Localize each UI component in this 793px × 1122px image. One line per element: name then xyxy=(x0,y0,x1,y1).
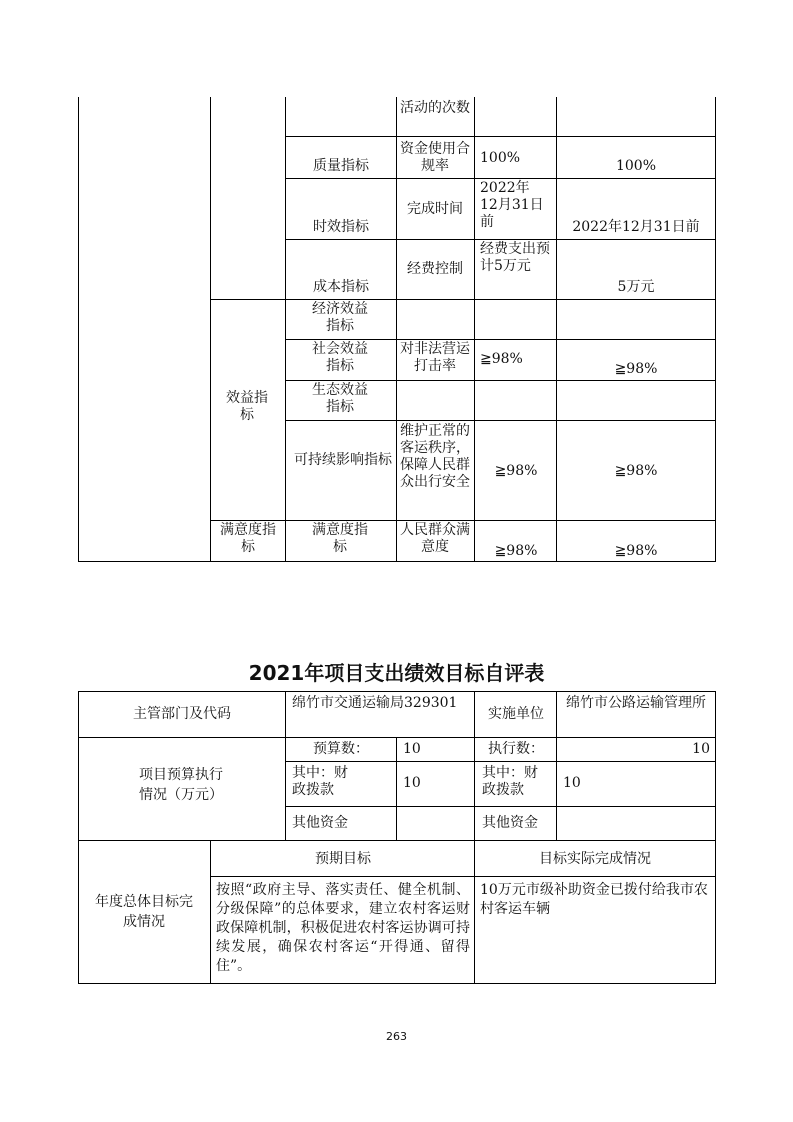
table-cell: 100% xyxy=(480,150,521,166)
column-divider xyxy=(556,97,557,562)
column-divider xyxy=(285,691,286,841)
table-cell: 人民群众满意度 xyxy=(400,522,470,555)
table-cell: 社会效益指标 xyxy=(312,341,368,374)
goal-label: 年度总体目标完成情况 xyxy=(95,894,193,930)
table-cell: 2022年12月31日前 xyxy=(572,219,700,235)
column-divider xyxy=(396,737,397,841)
table-cell: ≧98% xyxy=(494,463,538,479)
column-divider xyxy=(474,97,475,562)
table-cell: 完成时间 xyxy=(407,201,463,217)
expected-header: 预期目标 xyxy=(315,851,371,867)
table-top-border xyxy=(78,691,716,692)
exec-num-value: 10 xyxy=(692,741,710,757)
table-cell: ≧98% xyxy=(614,361,658,377)
table-cell: ≧98% xyxy=(480,351,523,367)
table-cell: 100% xyxy=(615,158,657,174)
table-cell: 质量指标 xyxy=(313,158,369,174)
impl-label: 实施单位 xyxy=(488,706,544,722)
column-divider xyxy=(78,97,79,562)
column-divider xyxy=(556,691,557,841)
table-cell: 维护正常的客运秩序，保障人民群众出行安全 xyxy=(400,423,470,490)
table-bottom-border xyxy=(78,983,716,984)
among-value: 10 xyxy=(403,775,421,791)
table-cell: 经济效益指标 xyxy=(312,301,368,334)
column-divider xyxy=(210,97,211,562)
dept-value: 绵竹市交通运输局329301 xyxy=(292,695,458,711)
column-divider xyxy=(285,97,286,562)
column-divider xyxy=(474,840,475,984)
budget-num-value: 10 xyxy=(403,741,421,757)
expected-text: 按照“政府主导、落实责任、健全机制、分级保障”的总体要求，建立农村客运财政保障机制，积极促进农村客运协调可持续发展，确保农村客运“开得通、留得住”。 xyxy=(216,882,470,974)
group-label: 满意度指标 xyxy=(220,522,276,555)
table-cell: 2022年12月31日前 xyxy=(480,180,544,230)
table-cell: 活动的次数 xyxy=(400,100,470,116)
other-exec-label: 其他资金 xyxy=(482,815,538,831)
row-divider xyxy=(210,876,716,877)
table-cell: 对非法营运打击率 xyxy=(400,341,470,374)
page-title: 2021年项目支出绩效目标自评表 xyxy=(248,661,545,685)
column-divider xyxy=(396,97,397,562)
row-divider xyxy=(78,840,716,841)
row-divider xyxy=(78,737,716,738)
table-cell: 5万元 xyxy=(617,279,655,295)
among-exec-label: 其中：财政拨款 xyxy=(482,765,538,798)
column-divider xyxy=(715,97,716,562)
table-cell: 成本指标 xyxy=(313,279,369,295)
impl-value: 绵竹市公路运输管理所 xyxy=(566,695,706,711)
budget-label: 项目预算执行情况（万元） xyxy=(139,767,223,803)
column-divider xyxy=(715,691,716,984)
row-divider xyxy=(285,761,716,762)
table-cell: ≧98% xyxy=(614,463,658,479)
among-label: 其中：财政拨款 xyxy=(292,765,348,798)
row-divider xyxy=(285,380,716,381)
column-divider xyxy=(78,691,79,984)
row-divider xyxy=(285,239,716,240)
among-exec-value: 10 xyxy=(563,775,581,791)
actual-header: 目标实际完成情况 xyxy=(539,851,651,867)
row-divider xyxy=(285,806,716,807)
dept-label: 主管部门及代码 xyxy=(133,706,231,722)
column-divider xyxy=(474,691,475,841)
budget-num-label: 预算数： xyxy=(313,741,369,757)
table-cell: 经费支出预计5万元 xyxy=(480,241,550,274)
group-label: 效益指标 xyxy=(226,390,268,423)
row-divider xyxy=(285,339,716,340)
other-label: 其他资金 xyxy=(292,815,348,831)
table-bottom-border xyxy=(78,561,716,562)
table-cell: 经费控制 xyxy=(407,261,463,277)
table-cell: 生态效益指标 xyxy=(312,382,368,415)
table-cell: 时效指标 xyxy=(313,219,369,235)
row-divider xyxy=(285,178,716,179)
table-cell: ≧98% xyxy=(494,543,538,559)
column-divider xyxy=(210,840,211,984)
exec-num-label: 执行数： xyxy=(488,741,544,757)
table-cell: 可持续影响指标 xyxy=(294,452,392,468)
table-cell: 资金使用合规率 xyxy=(400,141,470,174)
page-number: 263 xyxy=(386,1030,407,1043)
row-divider xyxy=(285,420,716,421)
row-divider xyxy=(285,136,716,137)
table-cell: ≧98% xyxy=(614,543,658,559)
actual-text: 10万元市级补助资金已拨付给我市农村客运车辆 xyxy=(480,882,708,917)
table-cell: 满意度指标 xyxy=(312,522,368,555)
